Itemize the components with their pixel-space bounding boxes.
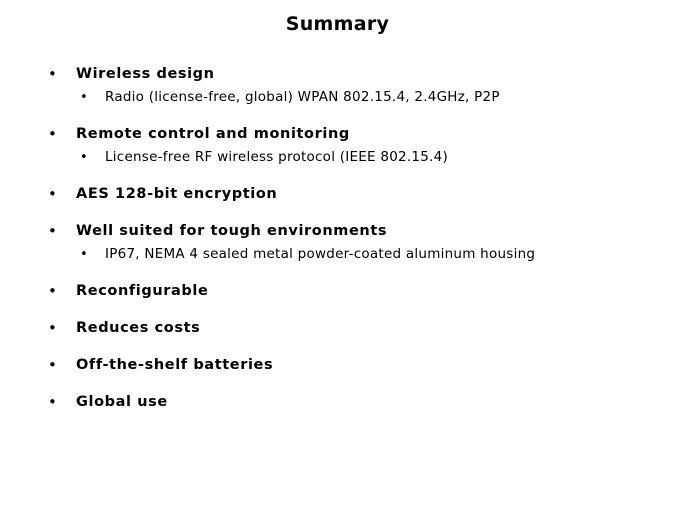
list-item-label: Wireless design [76,65,215,82]
bullet-icon: • [48,124,57,143]
sub-list [76,244,649,265]
sub-list-item-label: IP67, NEMA 4 sealed metal powder-coated aluminum housing [105,245,536,262]
sub-bullet-icon: • [80,149,88,165]
page-title: Summary [285,13,390,35]
list-item [42,124,649,168]
list-item-label: AES 128-bit encryption [76,185,278,202]
list-item [42,355,649,376]
sub-list-item [76,87,649,108]
bullet-icon: • [48,318,57,337]
bullet-icon: • [48,184,57,203]
list-item [42,281,649,302]
list-item [42,392,649,413]
list-item-label: Off-the-shelf batteries [76,356,274,373]
list-item-label: Global use [76,393,168,410]
bullet-icon: • [48,355,57,374]
sub-bullet-icon: • [80,89,88,105]
list-item-label: Reconfigurable [76,282,209,299]
list-item [42,318,649,339]
bullet-icon: • [48,281,57,300]
list-item-label: Reduces costs [76,319,201,336]
sub-list-item [76,147,649,168]
sub-list [76,147,649,168]
bullet-icon: • [48,392,57,411]
sub-list [76,87,649,108]
sub-bullet-icon: • [80,246,88,262]
sub-list-item-label: Radio (license-free, global) WPAN 802.15.4, 2.4GHz, P2P [105,88,500,105]
list-item-label: Remote control and monitoring [76,125,350,142]
slide-canvas [0,13,675,519]
bullet-icon: • [48,221,57,240]
list-item [42,221,649,265]
list-item-label: Well suited for tough environments [76,222,388,239]
sub-list-item [76,244,649,265]
bullet-icon: • [48,64,57,83]
summary-bullet-list [0,64,675,413]
list-item [42,184,649,205]
list-item [42,64,649,108]
sub-list-item-label: License-free RF wireless protocol (IEEE 802.15.4) [105,148,448,165]
